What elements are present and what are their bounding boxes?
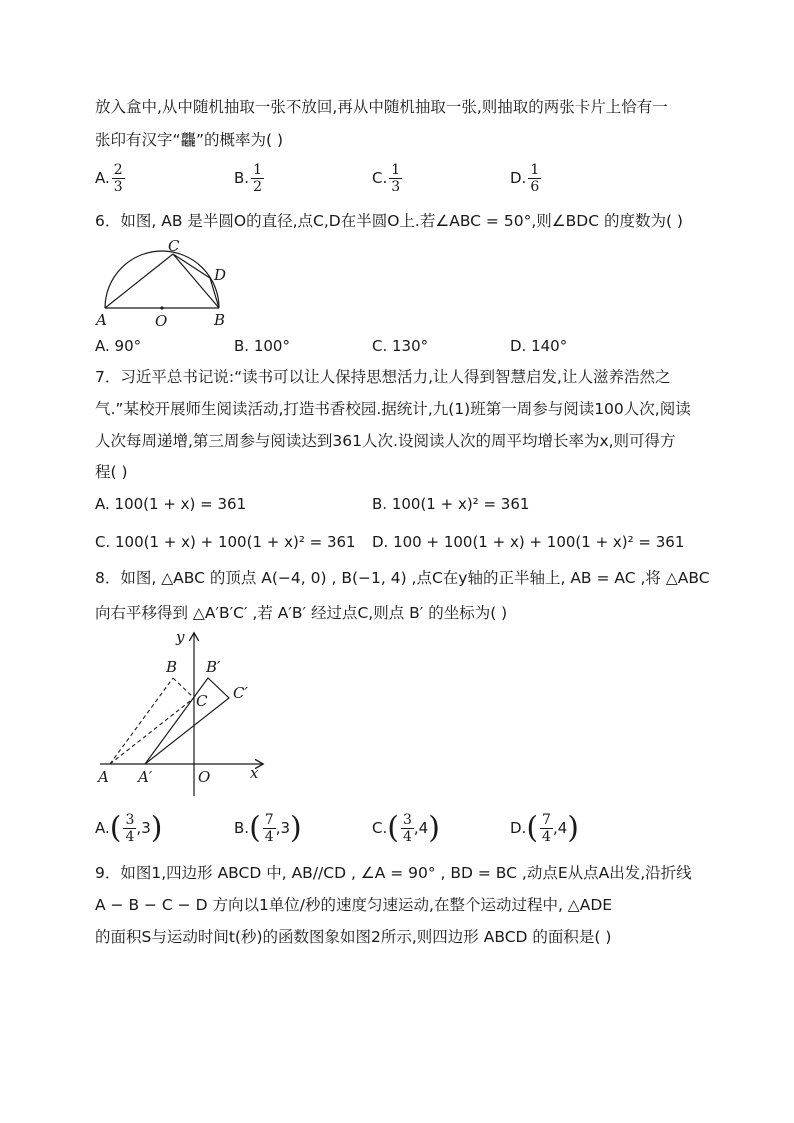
q7-option-c: C. 100(1 + x) + 100(1 + x)² = 361 xyxy=(95,533,356,551)
q9-stem-line2: A − B − C − D 方向以1单位/秒的速度匀速运动,在整个运动过程中, △ADE xyxy=(95,896,613,914)
label-o: O xyxy=(155,312,168,330)
q5-stem-line2: 张印有汉字“龘”的概率为( ) xyxy=(95,131,284,149)
q8-stem-line1: 8．如图, △ABC 的顶点 A(−4, 0) , B(−1, 4) ,点C在y轴的正半轴上, AB = AC ,将 △ABC xyxy=(95,569,710,587)
q5-option-b: B. $\frac{1}{2}$ xyxy=(234,162,262,195)
label-y: y xyxy=(176,628,185,646)
segment-ab-dashed xyxy=(110,678,173,764)
q5-option-c: C. $\frac{1}{3}$ xyxy=(372,162,401,195)
chord-cd xyxy=(173,254,210,278)
q5-option-d: D. $\frac{1}{6}$ xyxy=(510,162,540,195)
q6-semicircle-figure xyxy=(90,236,240,331)
chord-ac xyxy=(105,254,173,308)
q8-option-b: B.( $\frac{7}{4}$ ,3) xyxy=(234,810,302,846)
q5-stem-line1: 放入盒中,从中随机抽取一张不放回,再从中随机抽取一张,则抽取的两张卡片上恰有一 xyxy=(95,98,668,116)
q8-coordinate-figure xyxy=(90,628,280,800)
q7-option-a: A. 100(1 + x) = 361 xyxy=(95,495,247,513)
label-b-prime: B′ xyxy=(206,658,221,676)
q7-stem-line1: 7．习近平总书记说:“读书可以让人保持思想活力,让人得到智慧启发,让人滋养浩然之 xyxy=(95,368,671,386)
q6-stem: 6．如图, AB 是半圆O的直径,点C,D在半圆O上.若∠ABC = 50°,则∠BDC 的度数为( ) xyxy=(95,212,683,230)
q7-option-b: B. 100(1 + x)² = 361 xyxy=(372,495,530,513)
label-a-prime: A′ xyxy=(138,768,153,786)
q8-option-a: A.( $\frac{3}{4}$ ,3) xyxy=(95,810,163,846)
label-c: C xyxy=(168,237,180,255)
triangle-a1b1c1 xyxy=(145,678,229,764)
q7-stem-line3: 人次每周递增,第三周参与阅读达到361人次.设阅读人次的周平均增长率为x,则可得方 xyxy=(95,432,676,450)
label-c: C xyxy=(196,692,208,710)
label-d: D xyxy=(214,266,227,284)
label-a: A xyxy=(96,311,107,329)
q8-option-c: C.( $\frac{3}{4}$ ,4) xyxy=(372,810,440,846)
semicircle-arc xyxy=(105,251,219,308)
label-b: B xyxy=(166,658,178,676)
q9-stem-line1: 9．如图1,四边形 ABCD 中, AB//CD , ∠A = 90° , BD = BC ,动点E从点A出发,沿折线 xyxy=(95,864,692,882)
label-c-prime: C′ xyxy=(233,684,248,702)
q6-option-d: D. 140° xyxy=(510,337,568,355)
label-b: B xyxy=(214,311,226,329)
q6-option-b: B. 100° xyxy=(234,337,290,355)
q9-stem-line3: 的面积S与运动时间t(秒)的函数图象如图2所示,则四边形 ABCD 的面积是( ) xyxy=(95,928,612,946)
segment-bc-dashed xyxy=(173,678,194,698)
q7-stem-line4: 程( ) xyxy=(95,463,128,481)
center-point xyxy=(160,306,163,309)
q6-option-a: A. 90° xyxy=(95,337,142,355)
label-a: A xyxy=(98,768,109,786)
q8-option-d: D.( $\frac{7}{4}$ ,4) xyxy=(510,810,580,846)
label-o: O xyxy=(198,768,211,786)
q5-option-a: A. $\frac{2}{3}$ xyxy=(95,162,123,195)
q8-stem-line2: 向右平移得到 △A′B′C′ ,若 A′B′ 经过点C,则点 B′ 的坐标为( ) xyxy=(95,604,508,622)
q7-option-d: D. 100 + 100(1 + x) + 100(1 + x)² = 361 xyxy=(372,533,685,551)
label-x: x xyxy=(250,764,259,782)
q6-option-c: C. 130° xyxy=(372,337,429,355)
q7-stem-line2: 气.”某校开展师生阅读活动,打造书香校园.据统计,九(1)班第一周参与阅读100人次,阅读 xyxy=(95,400,691,418)
